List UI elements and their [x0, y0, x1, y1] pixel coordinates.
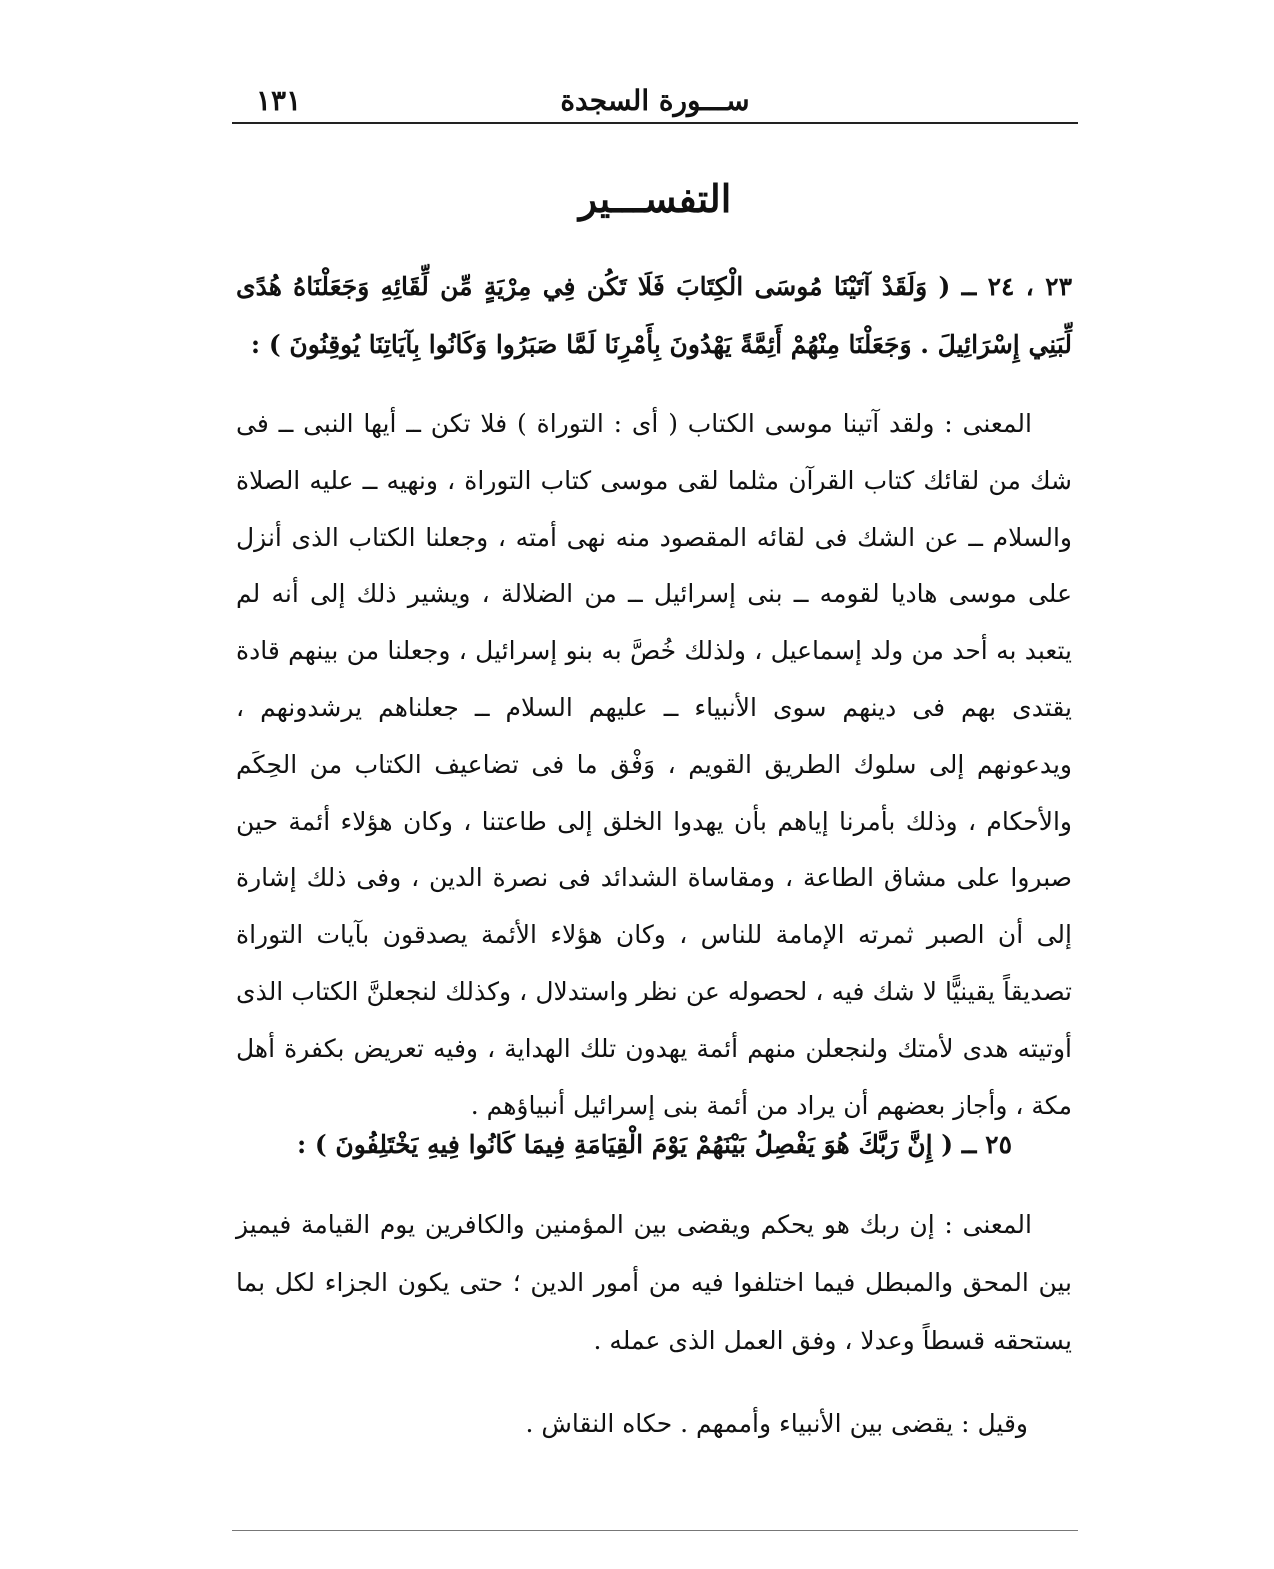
tafsir-paragraph-3: وقيل : يقضى بين الأنبياء وأممهم . حكاه النقاش . — [525, 1409, 1028, 1438]
verse-25: ٢٥ ــ ( إِنَّ رَبَّكَ هُوَ يَفْصِلُ بَيْنَهُمْ يَوْمَ الْقِيَامَةِ فِيمَا كَانُوا فِيهِ يَخْتَلِفُونَ ) : — [296, 1130, 1012, 1159]
tafsir-paragraph-1-text: المعنى : ولقد آتينا موسى الكتاب ( أى : التوراة ) فلا تكن ــ أيها النبى ــ فى شك من لقائك كتاب القرآن مثلما لقى موسى كتاب التوراة ، ونهيه ــ عليه الصلاة والسلام ــ عن الشك فى لقائه المقصود منه نهى أمته ، وجعلنا الكتاب الذى أنزل على موسى هاديا لقومه ــ بنى إسرائيل ــ من الضلالة ، ويشير ذلك إلى أنه لم يتعبد به أحد من ولد إسماعيل ، ولذلك خُصَّ به بنو إسرائيل ، وجعلنا من بينهم قادة يقتدى بهم فى دينهم سوى الأنبياء ــ عليهم السلام ــ جعلناهم يرشدونهم ، ويدعونهم إلى سلوك الطريق القويم ، وَفْق ما فى تضاعيف الكتاب من الحِكَم والأحكام ، وذلك بأمرنا إياهم بأن يهدوا الخلق إلى طاعتنا ، وكان هؤلاء أئمة حين صبروا على مشاق الطاعة ، ومقاساة الشدائد فى نصرة الدين ، وفى ذلك إشارة إلى أن الصبر ثمرته الإمامة للناس ، وكان هؤلاء الأئمة يصدقون بآيات التوراة تصديقاً يقينيًّا لا شك فيه ، لحصوله عن نظر واستدلال ، وكذلك لنجعلنَّ الكتاب الذى أوتيته هدى لأمتك ولنجعلن منهم أئمة يهدون تلك الهداية ، وفيه تعريض بكفرة أهل مكة ، وأجاز بعضهم أن يراد من أئمة بنى إسرائيل أنبياؤهم . — [236, 409, 1072, 1120]
bottom-rule — [232, 1530, 1078, 1531]
tafsir-paragraph-2 — [236, 1196, 1072, 1370]
surah-title: ســـورة السجدة — [560, 84, 750, 117]
section-title: التفســـير — [578, 176, 732, 221]
header-rule — [232, 122, 1078, 124]
page-number: ١٣١ — [256, 84, 302, 117]
tafsir-paragraph-2-text: المعنى : إن ربك هو يحكم ويقضى بين المؤمنين والكافرين يوم القيامة فيميز بين المحق والمبطل فيما اختلفوا فيه من أمور الدين ؛ حتى يكون الجزاء لكل بما يستحقه قسطاً وعدلا ، وفق العمل الذى عمله . — [236, 1210, 1072, 1355]
verse-23-24: ٢٣ ، ٢٤ ــ ( وَلَقَدْ آتَيْنَا مُوسَى الْكِتَابَ فَلَا تَكُن فِي مِرْيَةٍ مِّن لِّقَائِهِ وَجَعَلْنَاهُ هُدًى لِّبَنِي إِسْرَائِيلَ . وَجَعَلْنَا مِنْهُمْ أَئِمَّةً يَهْدُونَ بِأَمْرِنَا لَمَّا صَبَرُوا وَكَانُوا بِآيَاتِنَا يُوقِنُونَ ) : — [236, 272, 1072, 359]
page-header — [232, 78, 1078, 122]
tafsir-paragraph-1 — [236, 396, 1072, 1134]
